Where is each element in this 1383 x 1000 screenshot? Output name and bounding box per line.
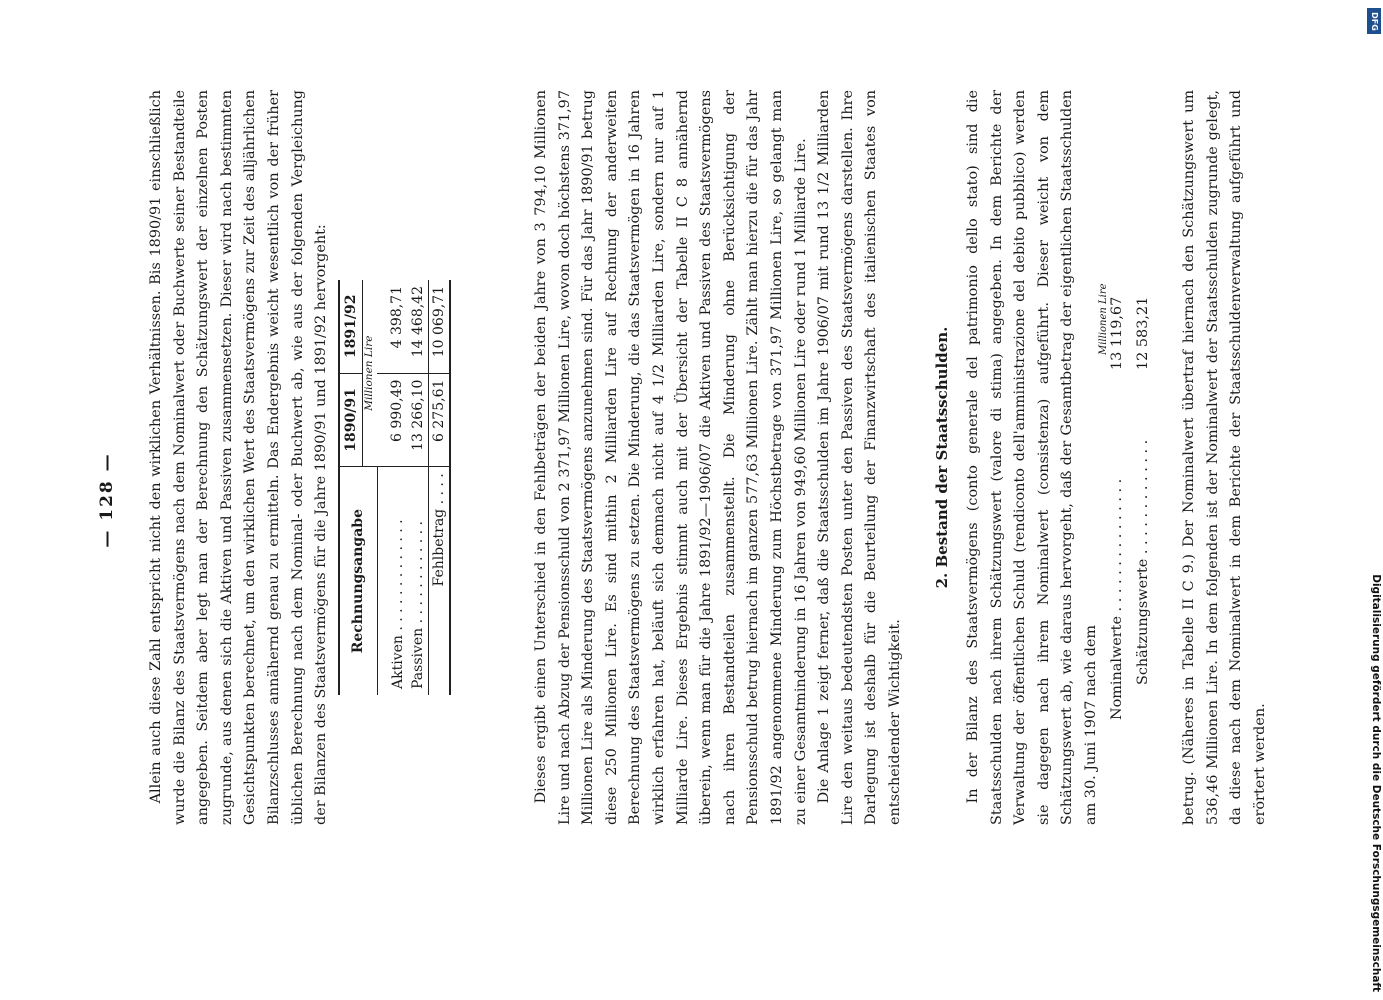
table-row-label: Aktiven . . . . . . . . . . . . .	[389, 519, 406, 689]
table-total-cell: 6 275,61	[428, 373, 450, 467]
table-row-label: Passiven . . . . . . . . . . . .	[409, 521, 426, 689]
analysis-paragraph-2: Die Anlage 1 zeigt ferner, daß die Staatsschulden im Jahre 1906/07 mit rund 13 1/2 Milliarden Lire den weitaus bedeutendsten Posten unter den Passiven des Staatsvermögens darstellen. Ihre Darlegung ist deshalb für die Beurteilung der Finanzwirtschaft des italienischen Staates von entscheidender Wichtigkeit.	[816, 90, 903, 825]
section-paragraph-block	[962, 90, 1104, 825]
table-cell: 4 398,71	[377, 280, 408, 373]
section-heading: 2. Bestand der Staatsschulden.	[933, 326, 951, 589]
table-row	[377, 280, 408, 695]
table-row	[408, 280, 429, 695]
analysis-paragraph-1: Dieses ergibt einen Unterschied in den Fehlbeträgen der beiden Jahre von 3 794,10 Millionen Lire und nach Abzug der Pensionsschuld von 2 371,97 Millionen Lire, wovon doch höchstens 371,97 Millionen Lire als Minderung des Staatsvermögens anzunehmen sind. Für das Jahr 1890/91 betrug diese 250 Millionen Lire. Es sind mithin 2 Milliarden Lire auf Rechnung der anderweiten Berechnung des Staatsvermögens zu setzen. Die Minderung, die das Staatsvermögen in 16 Jahren wirklich erfahren hat, beläuft sich demnach nicht auf 4 1/2 Milliarden Lire, sondern nur auf 1 Milliarde Lire. Dieses Ergebnis stimmt auch mit der Übersicht der Tabelle II C 8 annähernd überein, wenn man für die Jahre 1891/92—1906/07 die Aktiven und Passiven des Staatsvermögens nach ihren Bestandteilen zusammenstellt. Die Minderung ohne Berücksichtigung der Pensionsschuld betrug hiernach im ganzen 577,63 Millionen Lire. Zählt man hierzu die für das Jahr 1891/92 angenommene Minderung zum Höchstbetrage von 371,97 Millionen Lire, so gelangt man zu einer Gesamtminderung in 16 Jahren von 949,60 Millionen Lire oder rund 1 Milliarde Lire.	[533, 90, 809, 825]
digitization-credit	[1368, 40, 1383, 992]
closing-paragraph: betrug. (Näheres in Tabelle II C 9.) Der Nominalwert übertraf hiernach den Schätzungswert um 536,46 Millionen Lire. In dem folgenden ist der Nominalwert der Staatsschulden zugrunde gelegt, da diese nach dem Nominalwert in dem Berichte der Staatsschuldenverwaltung aufgeführt und erörtert werden.	[1181, 90, 1268, 825]
digitization-credit-text: Digitalisierung gefördert durch die Deutsche Forschungsgemeinschaft	[1370, 574, 1382, 992]
page-number: — 128 —	[97, 452, 117, 548]
value-list-unit: Millionen Lire	[1098, 283, 1109, 355]
table-total-row	[428, 280, 450, 695]
table-header-1891: 1891/92	[339, 280, 363, 373]
analysis-paragraph-block	[530, 90, 908, 825]
value-amount: 12 583,21	[1135, 296, 1151, 370]
value-list	[1092, 90, 1172, 825]
balance-comparison-table	[338, 280, 451, 695]
intro-paragraph: Allein auch diese Zahl entspricht nicht den wirklichen Verhältnissen. Bis 1890/91 einschließlich wurde die Bilanz des Staatsvermögens nach dem Nominalwert oder Buchwerte seiner Bestandteile angegeben. Seitdem aber legt man der Berechnung den Schätzungswert der einzelnen Posten zugrunde, aus denen sich die Aktiven und Passiven zusammensetzen. Dieser wird nach bestimmten Gesichtspunkten berechnet, um den wirklichen Wert des Staatsvermögens zur Zeit des alljährlichen Bilanzschlusses annähernd genau zu ermitteln. Das Endergebnis weicht wesentlich von der früher üblichen Berechnung nach dem Nominal- oder Buchwert ab, wie aus der folgenden Vergleichung der Bilanzen des Staatsvermögens für die Jahre 1890/91 und 1891/92 hervorgeht:	[148, 90, 330, 825]
dfg-logo-text: DFG	[1369, 11, 1379, 31]
table-header-1890: 1890/91	[339, 373, 363, 467]
value-label: Nominalwerte . . . . . . . . . . . . . . .	[1109, 478, 1125, 720]
table-total-cell: 10 069,71	[428, 280, 450, 373]
table-total-label: Fehlbetrag . . . .	[428, 467, 450, 695]
table-cell: 13 266,10	[408, 373, 429, 467]
section-paragraph: In der Bilanz des Staatsvermögens (conto generale del patrimonio dello stato) sind die Staatsschulden nach ihrem Schätzungswert (valore di stima) angegeben. In dem Berichte der Verwaltung der öffentlichen Schuld (rendiconto dell'amministrazione del debito pubblico) werden sie dagegen nach ihrem Nominalwert (consistenza) aufgeführt. Dieser weicht von dem Schätzungswert ab, wie daraus hervorgeht, daß der Gesamtbetrag der eigentlichen Staatsschulden am 30. Juni 1907 nach dem	[965, 90, 1099, 825]
table-cell: 14 468,42	[408, 280, 429, 373]
table-header-label: Rechnungsangabe	[339, 467, 377, 695]
dfg-logo	[1367, 8, 1381, 34]
closing-paragraph-block	[1178, 90, 1272, 825]
value-amount: 13 119,67	[1109, 296, 1125, 370]
value-label: Schätzungswerte . . . . . . . . . . . . .	[1135, 439, 1151, 685]
table-unit: Millionen Lire	[363, 280, 378, 467]
intro-paragraph-block	[145, 90, 334, 825]
table-cell: 6 990,49	[377, 373, 408, 467]
